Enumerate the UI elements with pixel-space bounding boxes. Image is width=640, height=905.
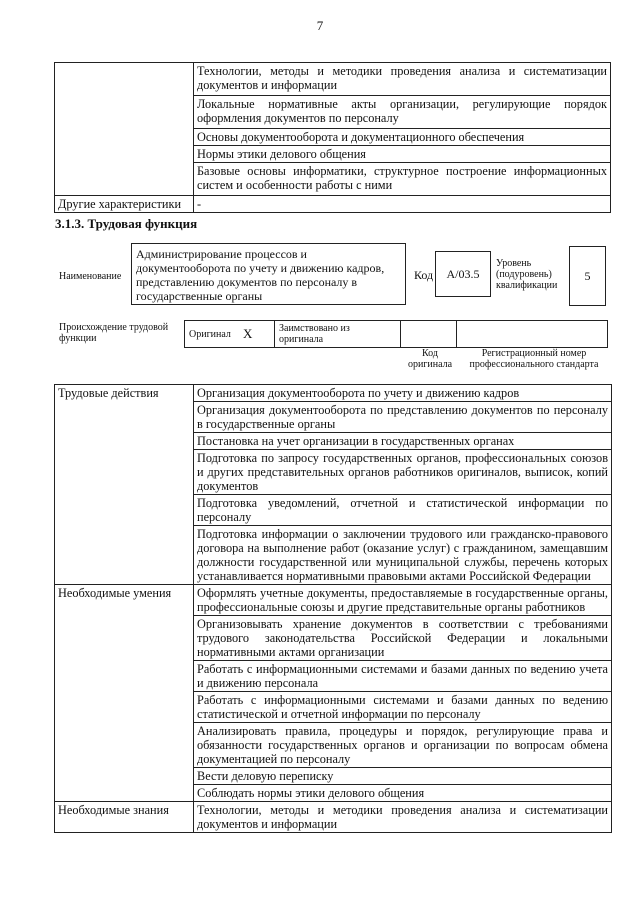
- code-label: Код: [414, 268, 434, 282]
- table-cell: Организовывать хранение документов в соответствии с требованиями трудового законодательства Российской Федерации и локальными нормативными актами организации: [194, 616, 612, 661]
- function-name-value: Администрирование процессов и документооборота по учету и движению кадров, представлению документов по персоналу в государственные органы: [136, 247, 385, 303]
- page-number: 7: [316, 18, 324, 33]
- level-label: Уровень (подуровень) квалификации: [496, 258, 558, 291]
- name-label: Наименование: [59, 271, 122, 282]
- table-cell: Вести деловую переписку: [194, 768, 612, 785]
- table-cell: Технологии, методы и методики проведения анализа и систематизации документов и информации: [194, 802, 612, 833]
- table-row: [55, 585, 612, 616]
- origin-label: Происхождение трудовой функции: [59, 322, 169, 344]
- level-value-box: [569, 246, 606, 306]
- table-row: [55, 196, 611, 213]
- labor-function-table: [54, 384, 612, 833]
- section-heading: 3.1.3. Трудовая функция: [55, 216, 198, 231]
- table-cell: Подготовка по запросу государственных органов, профессиональных союзов и других представительных органов работников оригиналов, выписок, копий документов: [194, 450, 612, 495]
- table-cell: Технологии, методы и методики проведения анализа и систематизации документов и информации: [194, 63, 611, 96]
- registration-number-caption: Регистрационный номер профессионального стандарта: [469, 348, 599, 370]
- group-label: Необходимые знания: [55, 802, 194, 833]
- table-cell: Организация документооборота по учету и движению кадров: [194, 385, 612, 402]
- code-value: А/03.5: [446, 267, 480, 281]
- group-label: Трудовые действия: [55, 385, 194, 585]
- table-cell: Нормы этики делового общения: [194, 146, 611, 163]
- table-cell: Постановка на учет организации в государственных органах: [194, 433, 612, 450]
- function-name-box: [131, 243, 406, 305]
- code-original-caption: Код оригинала: [407, 348, 453, 370]
- table-cell: Основы документооборота и документационного обеспечения: [194, 129, 611, 146]
- level-value: 5: [584, 269, 591, 283]
- table-cell: Подготовка информации о заключении трудового или гражданско-правового договора на выполнение работ (оказание услуг) с гражданином, замещавшим должности государственной или муниципальной службы, перечень которых устанавливается нормативными правовыми актами Российской Федерации: [194, 526, 612, 585]
- other-characteristics-label: Другие характеристики: [55, 196, 194, 213]
- original-label: Оригинал: [189, 329, 231, 340]
- table-cell: Оформлять учетные документы, предоставляемые в государственные органы, профессиональные союзы и другие представительные органы работников: [194, 585, 612, 616]
- table-row: [55, 385, 612, 402]
- table-row: [55, 63, 611, 96]
- top-knowledge-table: [54, 62, 611, 213]
- table-cell: Организация документооборота по представлению документов по персоналу в государственные органы: [194, 402, 612, 433]
- empty-label-cell: [55, 63, 194, 196]
- table-cell: Работать с информационными системами и базами данных по ведению учета и движению персонала: [194, 661, 612, 692]
- table-cell: Анализировать правила, процедуры и порядок, регулирующие права и обязанности государственных органов и организации по вопросам обмена документацией по персоналу: [194, 723, 612, 768]
- table-row: [55, 802, 612, 833]
- table-cell: Базовые основы информатики, структурное построение информационных систем и особенности работы с ними: [194, 163, 611, 196]
- table-cell: Соблюдать нормы этики делового общения: [194, 785, 612, 802]
- table-cell: Локальные нормативные акты организации, регулирующие порядок оформления документов по персоналу: [194, 96, 611, 129]
- other-characteristics-value: -: [194, 196, 611, 213]
- table-cell: Работать с информационными системами и базами данных по ведению статистической и отчетной информации по персоналу: [194, 692, 612, 723]
- code-value-box: [435, 251, 491, 297]
- group-label: Необходимые умения: [55, 585, 194, 802]
- borrowed-label: Заимствовано из оригинала: [279, 323, 350, 345]
- original-mark: X: [243, 326, 253, 341]
- origin-row: [184, 320, 608, 348]
- table-cell: Подготовка уведомлений, отчетной и статистической информации по персоналу: [194, 495, 612, 526]
